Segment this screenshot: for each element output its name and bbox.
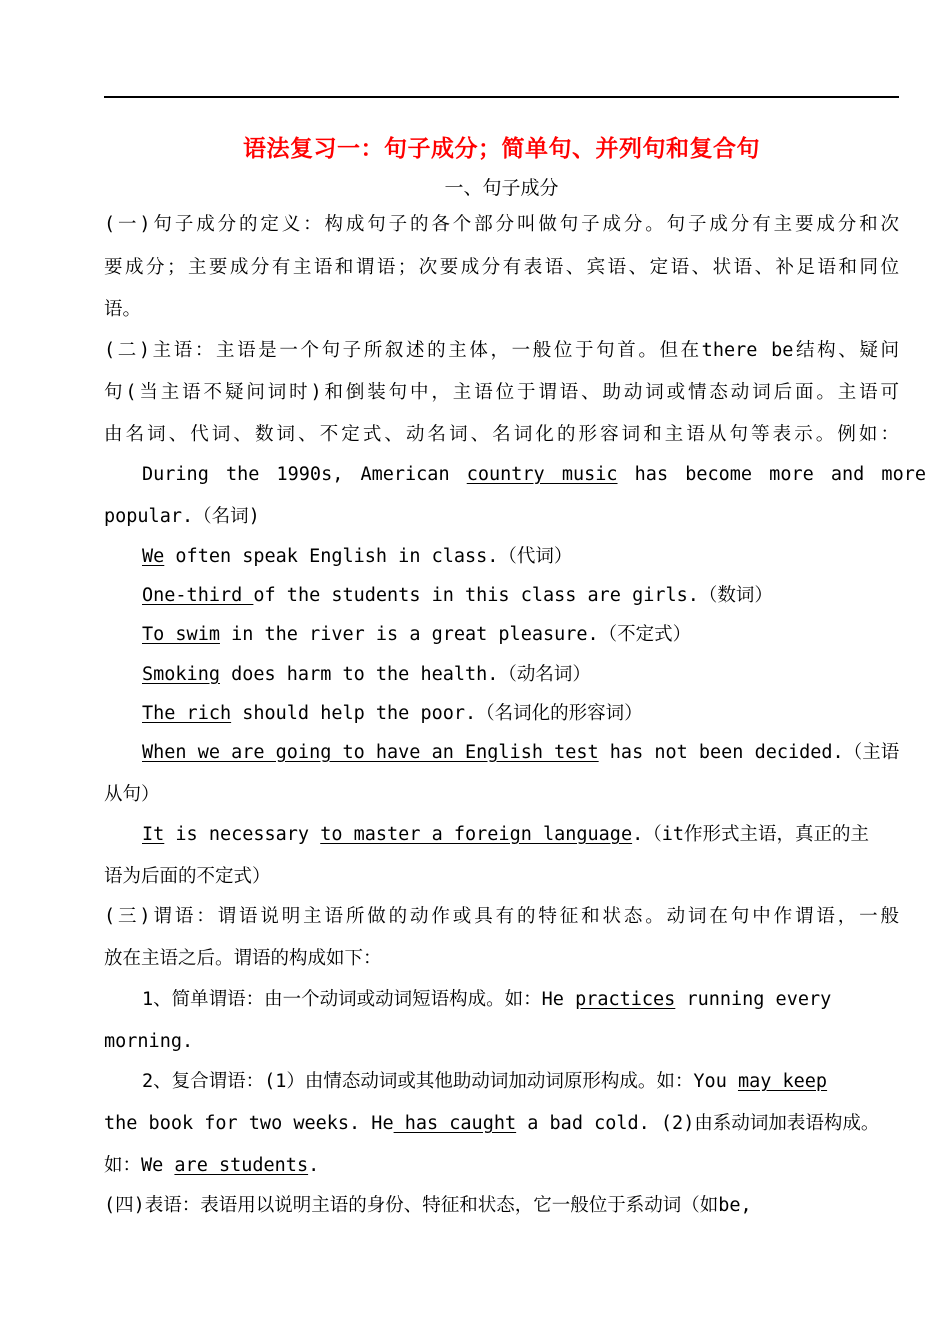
- text-span: should help the poor.（名词化的形容词）: [231, 703, 643, 724]
- text-span: running every: [675, 989, 832, 1010]
- text-span: 如：We: [104, 1155, 175, 1176]
- example-line: 从句）: [104, 784, 160, 805]
- paragraph-line: 放在主语之后。谓语的构成如下：: [104, 948, 382, 969]
- example-line: popular.（名词): [104, 506, 260, 527]
- example-line: [142, 583, 899, 609]
- text-span: in the river is a great pleasure.（不定式）: [219, 624, 692, 645]
- text-span: 1、简单谓语：由一个动词或动词短语构成。如：He: [142, 989, 576, 1010]
- example-line: [104, 1153, 899, 1179]
- text-span: a bad cold. (2)由系动词加表语构成。: [516, 1113, 880, 1134]
- text-span: does harm to the health.（动名词）: [219, 664, 591, 685]
- text-span: During the 1990s, American: [142, 464, 467, 485]
- header-rule: [104, 96, 899, 98]
- example-line: [142, 1069, 899, 1095]
- text-span: has not been decided.（主语: [598, 742, 900, 763]
- example-line: morning.: [104, 1031, 194, 1052]
- paragraph-line: (四)表语：表语用以说明主语的身份、特征和状态，它一般位于系动词（如be,: [104, 1195, 752, 1216]
- text-span: 2、复合谓语：(1）由情态动词或其他助动词加动词原形构成。如：You: [142, 1071, 738, 1092]
- underlined-phrase: may keep: [737, 1071, 828, 1092]
- text-span: often speak English in class.（代词）: [164, 546, 573, 567]
- underlined-phrase: We: [142, 546, 165, 567]
- example-line: [142, 740, 899, 766]
- page-title: 语法复习一：句子成分；简单句、并列句和复合句: [243, 135, 760, 162]
- underlined-phrase: One-third: [142, 585, 254, 606]
- example-line: [142, 462, 926, 488]
- example-line: [142, 822, 899, 848]
- underlined-phrase: When we are going to have an English test: [142, 742, 599, 763]
- underlined-phrase: are students: [174, 1155, 309, 1176]
- example-line: [142, 544, 899, 570]
- text-span: is necessary: [164, 824, 321, 845]
- underlined-phrase: to master a foreign language: [320, 824, 633, 845]
- underlined-phrase: Smoking: [142, 664, 220, 685]
- underlined-phrase: To swim: [142, 624, 220, 645]
- section-heading: 一、句子成分: [444, 177, 559, 199]
- text-span: .: [308, 1155, 320, 1176]
- example-line: 语为后面的不定式）: [104, 866, 271, 887]
- underlined-phrase: The rich: [142, 703, 232, 724]
- paragraph-line: 语。: [104, 299, 142, 320]
- paragraph-line: 要成分；主要成分有主语和谓语；次要成分有表语、宾语、定语、状语、补足语和同位: [104, 257, 899, 278]
- example-line: [142, 662, 899, 688]
- paragraph-line: 句(当主语不疑问词时)和倒装句中，主语位于谓语、助动词或情态动词后面。主语可: [104, 382, 899, 403]
- example-line: [142, 987, 899, 1013]
- underlined-phrase: It: [142, 824, 165, 845]
- paragraph-line: (二)主语：主语是一个句子所叙述的主体，一般位于句首。但在there be结构、疑问: [104, 340, 899, 361]
- paragraph-line: 由名词、代词、数词、不定式、动名词、名词化的形容词和主语从句等表示。例如：: [104, 424, 899, 445]
- text-span: of the students in this class are girls.（数词）: [253, 585, 773, 606]
- example-line: [142, 622, 899, 648]
- text-span: the book for two weeks. He: [104, 1113, 394, 1134]
- underlined-phrase: country music: [466, 464, 618, 485]
- text-span: has become more and more: [617, 464, 926, 485]
- underlined-phrase: has caught: [393, 1113, 517, 1134]
- paragraph-line: (三)谓语：谓语说明主语所做的动作或具有的特征和状态。动词在句中作谓语，一般: [104, 906, 899, 927]
- text-span: .（it作形式主语，真正的主: [632, 824, 870, 845]
- example-line: [104, 1111, 899, 1137]
- example-line: [142, 701, 899, 727]
- paragraph-line: (一)句子成分的定义：构成句子的各个部分叫做句子成分。句子成分有主要成分和次: [104, 214, 899, 235]
- underlined-phrase: practices: [575, 989, 676, 1010]
